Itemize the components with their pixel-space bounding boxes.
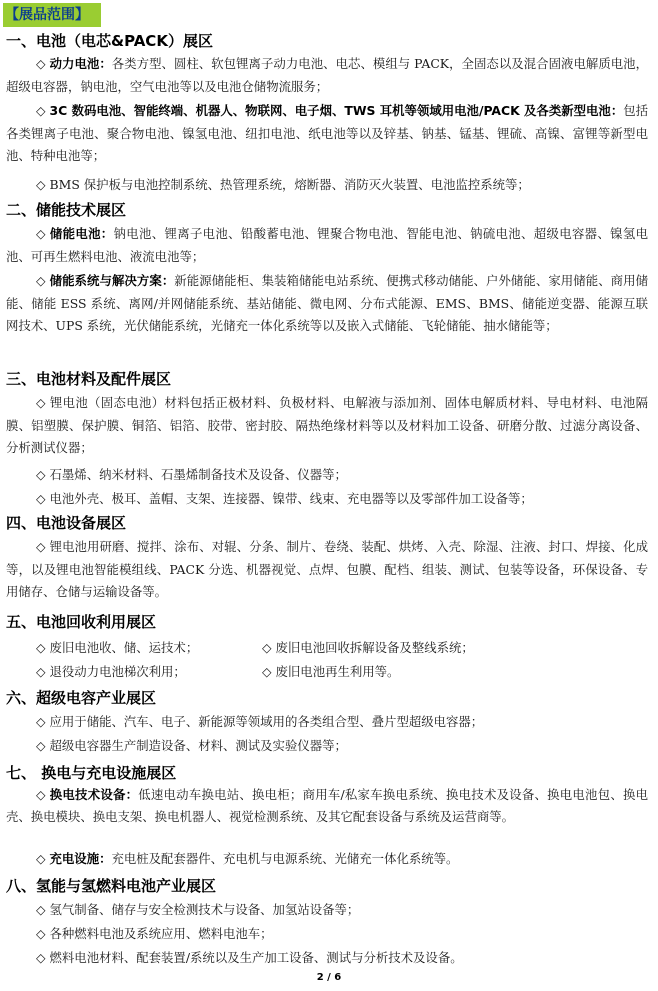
item-text: 退役动力电池梯次利用； xyxy=(49,664,186,679)
section-7-item-charging xyxy=(6,848,648,871)
section-1-title: 一、电池（电芯&PACK）展区 xyxy=(6,32,213,50)
item-text: 各类方型、圆柱、软包锂离子动力电池、电芯、模组与 PACK，全固态以及混合固液电解质电池，超级电容器，钠电池，空气电池等以及电池仓储物流服务； xyxy=(6,56,649,94)
item-text: 各种燃料电池及系统应用、燃料电池车； xyxy=(49,926,273,941)
diamond-bullet-icon: ◇ xyxy=(36,851,46,866)
item-text: 废旧电池收、储、运技术； xyxy=(49,640,199,655)
section-8-item-fuel-cell xyxy=(6,923,648,946)
section-banner: 【展品范围】 xyxy=(3,3,101,27)
item-text: BMS 保护板与电池控制系统、热管理系统，熔断器、消防灭火装置、电池监控系统等； xyxy=(49,177,530,192)
diamond-bullet-icon: ◇ xyxy=(36,226,46,241)
diamond-bullet-icon: ◇ xyxy=(36,738,46,753)
section-3-item-materials xyxy=(6,392,648,460)
item-label: 储能系统与解决方案： xyxy=(49,273,175,288)
section-1-item-bms xyxy=(6,174,648,197)
item-text: 石墨烯、纳米材料、石墨烯制备技术及设备、仪器等； xyxy=(49,467,347,482)
item-label: 动力电池： xyxy=(49,56,112,71)
section-8-title: 八、氢能与氢燃料电池产业展区 xyxy=(6,877,217,895)
section-2-title: 二、储能技术展区 xyxy=(6,201,127,219)
section-1-item-3c-battery xyxy=(6,100,648,168)
diamond-bullet-icon: ◇ xyxy=(36,664,46,679)
item-text: 燃料电池材料、配套装置/系统以及生产加工设备、测试与分析技术及设备。 xyxy=(49,950,463,965)
diamond-bullet-icon: ◇ xyxy=(36,926,46,941)
item-text: 应用于储能、汽车、电子、新能源等领域用的各类组合型、叠片型超级电容器； xyxy=(49,714,484,729)
item-label: 3C 数码电池、智能终端、机器人、物联网、电子烟、TWS 耳机等领域用电池/PACK 及各类新型电池： xyxy=(49,103,624,118)
item-text: 低速电动车换电站、换电柜；商用车/私家车换电系统、换电技术及设备、换电电池包、换电壳、换电模块、换电支架、换电机器人、视觉检测系统、及其它配套设备与系统及运营商等。 xyxy=(6,787,648,824)
diamond-bullet-icon: ◇ xyxy=(36,714,46,729)
section-4-title: 四、电池设备展区 xyxy=(6,514,127,532)
section-5-item-cascade-use xyxy=(36,661,186,683)
section-1-item-power-battery xyxy=(6,53,648,98)
item-text: 锂电池用研磨、搅拌、涂布、对辊、分条、制片、卷绕、装配、烘烤、入壳、除湿、注液、封口、焊接、化成等，以及锂电池智能模组线、PACK 分选、机器视觉、点焊、包膜、配档、组装、测试、包装等设备，环保设备、专用储存、仓储与运输设备等。 xyxy=(6,539,648,599)
item-text: 钠电池、锂离子电池、铅酸蓄电池、锂聚合物电池、智能电池、钠硫电池、超级电容器、镍氢电池、可再生燃料电池、液流电池等； xyxy=(6,226,649,264)
item-text: 废旧电池回收拆解设备及整线系统； xyxy=(275,640,474,655)
section-2-item-storage-system xyxy=(6,270,648,338)
item-label: 充电设施： xyxy=(49,851,112,866)
item-label: 储能电池： xyxy=(49,226,114,241)
section-3-item-graphene xyxy=(6,464,648,487)
item-text: 锂电池（固态电池）材料包括正极材料、负极材料、电解液与添加剂、固体电解质材料、导电材料、电池隔膜、铝塑膜、保护膜、铜箔、铝箔、胶带、密封胶、隔热绝缘材料等以及材料加工设备、研磨分散、过滤分离设备、分析测试仪器； xyxy=(6,395,649,455)
diamond-bullet-icon: ◇ xyxy=(36,950,46,965)
diamond-bullet-icon: ◇ xyxy=(36,177,46,192)
section-8-item-hydrogen xyxy=(6,899,648,922)
page-number: 2 / 6 xyxy=(316,972,342,983)
diamond-bullet-icon: ◇ xyxy=(36,395,46,410)
section-6-item-capacitor xyxy=(6,711,648,734)
diamond-bullet-icon: ◇ xyxy=(36,640,46,655)
diamond-bullet-icon: ◇ xyxy=(36,467,46,482)
section-5-item-dismantling xyxy=(262,637,474,659)
diamond-bullet-icon: ◇ xyxy=(36,56,46,71)
item-label: 换电技术设备： xyxy=(49,787,139,802)
diamond-bullet-icon: ◇ xyxy=(36,491,46,506)
item-text: 超级电容器生产制造设备、材料、测试及实验仪器等； xyxy=(49,738,347,753)
section-3-title: 三、电池材料及配件展区 xyxy=(6,370,172,388)
section-3-item-parts xyxy=(6,488,648,511)
section-5-title: 五、电池回收利用展区 xyxy=(6,613,157,631)
diamond-bullet-icon: ◇ xyxy=(36,902,46,917)
diamond-bullet-icon: ◇ xyxy=(36,103,46,118)
diamond-bullet-icon: ◇ xyxy=(36,539,46,554)
section-5-item-recycling xyxy=(262,661,399,683)
section-7-title: 七、 换电与充电设施展区 xyxy=(6,764,177,782)
section-2-item-storage-battery xyxy=(6,223,648,268)
section-8-item-fuel-cell-materials xyxy=(6,947,648,970)
section-6-item-capacitor-equipment xyxy=(6,735,648,758)
item-text: 电池外壳、极耳、盖帽、支架、连接器、镍带、线束、充电器等以及零部件加工设备等； xyxy=(49,491,533,506)
section-7-item-swap-equipment xyxy=(6,784,648,827)
item-text: 包括各类锂离子电池、聚合物电池、镍氢电池、纽扣电池、纸电池等以及锌基、钠基、锰基、锂硫、高镍、富锂等新型电池、特种电池等； xyxy=(6,103,649,163)
item-text: 氢气制备、储存与安全检测技术与设备、加氢站设备等； xyxy=(49,902,360,917)
section-4-item-equipment xyxy=(6,536,648,604)
section-5-item-collection xyxy=(36,637,198,659)
diamond-bullet-icon: ◇ xyxy=(36,787,46,802)
section-6-title: 六、超级电容产业展区 xyxy=(6,689,157,707)
diamond-bullet-icon: ◇ xyxy=(262,640,272,655)
diamond-bullet-icon: ◇ xyxy=(262,664,272,679)
diamond-bullet-icon: ◇ xyxy=(36,273,46,288)
item-text: 废旧电池再生利用等。 xyxy=(275,664,400,679)
item-text: 充电桩及配套器件、充电机与电源系统、光储充一体化系统等。 xyxy=(111,851,459,866)
item-text: 新能源储能柜、集装箱储能电站系统、便携式移动储能、户外储能、家用储能、商用储能、储能 ESS 系统、离网/并网储能系统、基站储能、微电网、分布式能源、EMS、BMS、储能逆变器、能源互联网技术、UPS 系统，光伏储能系统，光储充一体化系统等以及嵌入式储能、飞轮储能、抽水储能等； xyxy=(6,273,649,333)
